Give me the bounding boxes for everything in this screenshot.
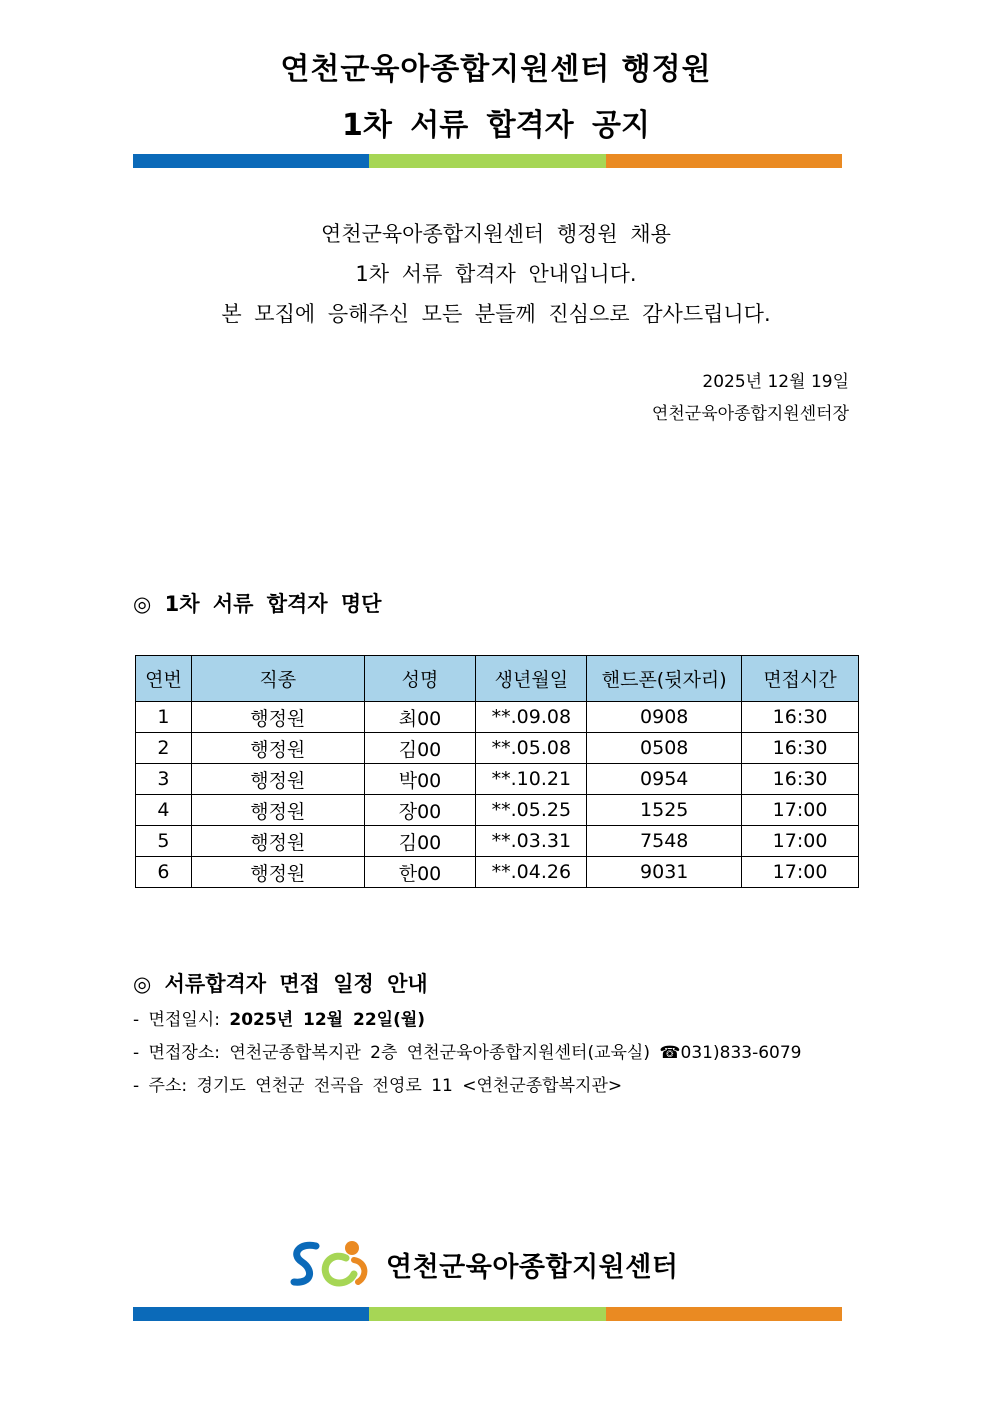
- column-header: 연번: [136, 656, 192, 702]
- table-cell: 16:30: [742, 733, 859, 764]
- table-row: [136, 702, 859, 733]
- table-cell: 김00: [364, 733, 476, 764]
- interview-place: [133, 1037, 801, 1070]
- table-cell: 1: [136, 702, 192, 733]
- column-header: 성명: [364, 656, 476, 702]
- place-label: - 면접장소:: [133, 1043, 220, 1063]
- interview-datetime: [133, 1004, 801, 1037]
- column-header: 직종: [191, 656, 364, 702]
- table-cell: 행정원: [191, 795, 364, 826]
- table-cell: 16:30: [742, 764, 859, 795]
- table-cell: **.05.08: [476, 733, 587, 764]
- table-row: [136, 826, 859, 857]
- table-cell: 9031: [587, 857, 742, 888]
- table-cell: 행정원: [191, 857, 364, 888]
- table-cell: 17:00: [742, 795, 859, 826]
- intro-line: 1차 서류 합격자 안내입니다.: [355, 262, 637, 286]
- footer-org-name: 연천군육아종합지원센터: [386, 1251, 679, 1283]
- signer: 연천군육아종합지원센터장: [651, 404, 849, 424]
- table-cell: 7548: [587, 826, 742, 857]
- table-cell: 3: [136, 764, 192, 795]
- table-cell: 17:00: [742, 826, 859, 857]
- table-cell: 2: [136, 733, 192, 764]
- table-row: [136, 857, 859, 888]
- table-header-row: [136, 656, 859, 702]
- table-row: [136, 795, 859, 826]
- table-cell: 김00: [364, 826, 476, 857]
- table-cell: 5: [136, 826, 192, 857]
- table-cell: 0508: [587, 733, 742, 764]
- column-header: 핸드폰(뒷자리): [587, 656, 742, 702]
- bar-segment-orange: [606, 1307, 842, 1321]
- intro-message: [0, 214, 992, 334]
- table-cell: 4: [136, 795, 192, 826]
- header-color-bar: [133, 154, 842, 168]
- table-cell: 행정원: [191, 733, 364, 764]
- interview-info: [133, 1004, 801, 1103]
- applicant-table: [135, 655, 859, 888]
- issue-info: [652, 366, 849, 430]
- section-title-interview: ◎ 서류합격자 면접 일정 안내: [133, 972, 428, 996]
- page-subtitle: 1차 서류 합격자 공지: [341, 108, 651, 143]
- intro-line: 연천군육아종합지원센터 행정원 채용: [321, 222, 671, 246]
- table-cell: 17:00: [742, 857, 859, 888]
- table-cell: 1525: [587, 795, 742, 826]
- page-title: 연천군육아종합지원센터 행정원: [280, 52, 712, 87]
- table-cell: **.10.21: [476, 764, 587, 795]
- table-cell: **.04.26: [476, 857, 587, 888]
- table-cell: **.03.31: [476, 826, 587, 857]
- table-cell: **.05.25: [476, 795, 587, 826]
- table-row: [136, 733, 859, 764]
- bar-segment-orange: [606, 154, 842, 168]
- column-header: 생년월일: [476, 656, 587, 702]
- datetime-value: 2025년 12월 22일(월): [229, 1010, 426, 1030]
- bar-segment-blue: [133, 154, 369, 168]
- sc-logo-icon: [288, 1236, 372, 1292]
- intro-line: 본 모집에 응해주신 모든 분들께 진심으로 감사드립니다.: [221, 302, 771, 326]
- table-cell: **.09.08: [476, 702, 587, 733]
- bar-segment-green: [369, 154, 605, 168]
- address-label: - 주소:: [133, 1076, 188, 1096]
- table-cell: 행정원: [191, 826, 364, 857]
- table-cell: 16:30: [742, 702, 859, 733]
- table-cell: 행정원: [191, 702, 364, 733]
- table-cell: 박00: [364, 764, 476, 795]
- table-cell: 최00: [364, 702, 476, 733]
- section-title-roster: ◎ 1차 서류 합격자 명단: [133, 592, 382, 616]
- footer-color-bar: [133, 1307, 842, 1321]
- datetime-label: - 면접일시:: [133, 1010, 220, 1030]
- interview-address: [133, 1070, 801, 1103]
- table-cell: 0908: [587, 702, 742, 733]
- table-row: [136, 764, 859, 795]
- issue-date: 2025년 12월 19일: [702, 372, 849, 392]
- footer-logo: [288, 1236, 678, 1292]
- column-header: 면접시간: [742, 656, 859, 702]
- bar-segment-green: [369, 1307, 605, 1321]
- bar-segment-blue: [133, 1307, 369, 1321]
- address-value: 경기도 연천군 전곡읍 전영로 11 <연천군종합복지관>: [196, 1076, 623, 1096]
- table-cell: 한00: [364, 857, 476, 888]
- place-value: 연천군종합복지관 2층 연천군육아종합지원센터(교육실) ☎031)833-6079: [229, 1043, 802, 1063]
- table-cell: 행정원: [191, 764, 364, 795]
- table-cell: 6: [136, 857, 192, 888]
- table-cell: 0954: [587, 764, 742, 795]
- table-cell: 장00: [364, 795, 476, 826]
